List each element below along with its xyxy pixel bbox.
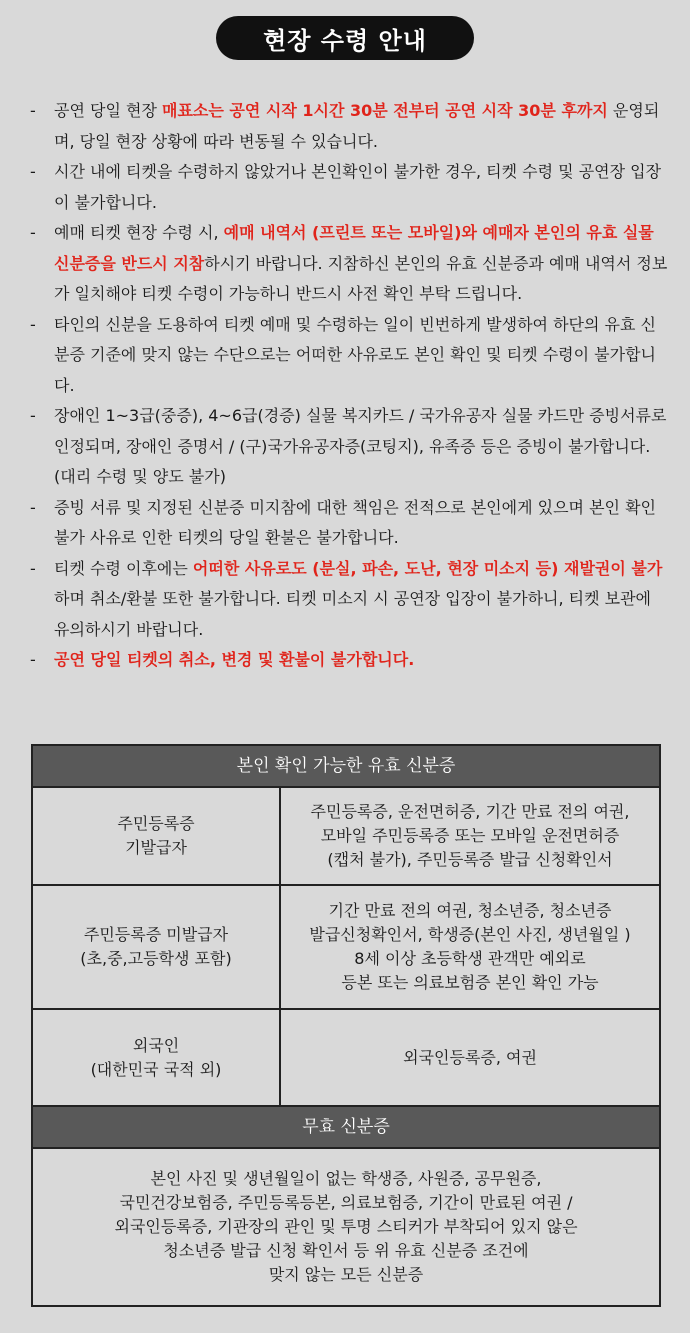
dash-bullet: - — [30, 650, 36, 669]
invalid-id-row — [32, 1148, 660, 1306]
id-table — [31, 744, 661, 1307]
dash-bullet: - — [30, 497, 36, 517]
id-accepted-cell — [280, 1009, 660, 1106]
id-accepted-line: 기간 만료 전의 여권, 청소년증, 청소년증 — [328, 901, 612, 920]
id-accepted-cell — [280, 885, 660, 1009]
notice-item — [30, 401, 670, 493]
notice-item — [30, 157, 670, 218]
notice-text: 타인의 신분을 도용하여 티켓 예매 및 수령하는 일이 빈번하게 발생하여 하단의 유효 신분증 기준에 맞지 않는 수단으로는 어떠한 사유로도 본인 확인 및 티켓 수령이 불가합니다. — [54, 314, 656, 395]
invalid-id-line: 본인 사진 및 생년월일이 없는 학생증, 사원증, 공무원증, — [150, 1169, 542, 1188]
id-category-line: 주민등록증 — [117, 814, 195, 833]
id-category-line: 외국인 — [132, 1035, 180, 1055]
notice-text: 예매 티켓 현장 수령 시, — [54, 223, 224, 242]
id-category-line: (대한민국 국적 외) — [90, 1059, 222, 1079]
notice-item — [30, 96, 670, 157]
notice-text: 하시기 바랍니다. 지참하신 본인의 유효 신분증과 예매 내역서 정보가 일치해야 티켓 수령이 가능하니 반드시 사전 확인 부탁 드립니다. — [54, 253, 668, 303]
invalid-id-line: 외국인등록증, 기관장의 관인 및 투명 스티커가 부착되어 있지 않은 — [114, 1217, 578, 1236]
notice-highlight: 예매 내역서 (프린트 또는 모바일)와 예매자 본인의 유효 실물 신분증을 반드시 지참 — [54, 223, 654, 273]
notice-text: 티켓 수령 이후에는 — [54, 558, 193, 578]
notice-text: 운영되며, 당일 현장 상황에 따라 변동될 수 있습니다. — [54, 101, 660, 151]
invalid-id-cell — [32, 1148, 660, 1306]
notice-item — [30, 554, 670, 646]
valid-id-header: 본인 확인 가능한 유효 신분증 — [32, 745, 660, 787]
dash-bullet: - — [30, 558, 36, 578]
notice-item — [30, 493, 670, 554]
id-accepted-line: 외국인등록증, 여권 — [403, 1047, 537, 1067]
notice-item — [30, 310, 670, 402]
id-accepted-line: 발급신청확인서, 학생증(본인 사진, 생년월일 ) — [309, 925, 631, 944]
invalid-id-header-row — [32, 1106, 660, 1148]
page-title: 현장 수령 안내 — [216, 16, 474, 60]
invalid-id-line: 청소년증 발급 신청 확인서 등 위 유효 신분증 조건에 — [163, 1241, 529, 1260]
notice-text: 시간 내에 티켓을 수령하지 않았거나 본인확인이 불가한 경우, 티켓 수령 및 공연장 입장이 불가합니다. — [54, 162, 662, 212]
id-category-cell — [32, 787, 280, 885]
invalid-id-line: 맞지 않는 모든 신분증 — [268, 1265, 424, 1284]
invalid-id-line: 국민건강보험증, 주민등록등본, 의료보험증, 기간이 만료된 여권 / — [119, 1193, 573, 1212]
id-category-line: (초,중,고등학생 포함) — [80, 949, 232, 968]
id-accepted-line: 모바일 주민등록증 또는 모바일 운전면허증 — [320, 826, 620, 845]
id-accepted-line: 8세 이상 초등학생 관객만 예외로 — [354, 949, 586, 968]
id-accepted-line: 주민등록증, 운전면허증, 기간 만료 전의 여권, — [310, 802, 630, 821]
notice-text: 하며 취소/환불 또한 불가합니다. 티켓 미소지 시 공연장 입장이 불가하니, 티켓 보관에 유의하시기 바랍니다. — [54, 589, 652, 639]
id-category-line: 주민등록증 미발급자 — [83, 925, 229, 944]
id-accepted-line: (캡처 불가), 주민등록증 발급 신청확인서 — [327, 850, 613, 869]
notice-item — [30, 218, 670, 310]
notice-item — [30, 645, 670, 676]
id-row — [32, 885, 660, 1009]
id-row — [32, 787, 660, 885]
notice-text: 공연 당일 현장 — [54, 101, 162, 120]
id-row — [32, 1009, 660, 1106]
dash-bullet: - — [30, 406, 36, 425]
notice-text: 증빙 서류 및 지정된 신분증 미지참에 대한 책임은 전적으로 본인에게 있으며 본인 확인 불가 사유로 인한 티켓의 당일 환불은 불가합니다. — [54, 497, 656, 547]
valid-id-header-row — [32, 745, 660, 787]
id-category-cell — [32, 885, 280, 1009]
notice-list — [30, 96, 670, 676]
dash-bullet: - — [30, 162, 36, 181]
notice-text: 장애인 1~3급(중증), 4~6급(경증) 실물 복지카드 / 국가유공자 실물 카드만 증빙서류로 인정되며, 장애인 증명서 / (구)국가유공자증(코팅지), 유족증 등은 증빙이 불가합니다. (대리 수령 및 양도 불가) — [54, 406, 667, 486]
id-accepted-cell — [280, 787, 660, 885]
notice-highlight: 공연 당일 티켓의 취소, 변경 및 환불이 불가합니다. — [54, 650, 415, 669]
notice-highlight: 매표소는 공연 시작 1시간 30분 전부터 공연 시작 30분 후까지 — [162, 101, 608, 120]
id-category-cell — [32, 1009, 280, 1106]
dash-bullet: - — [30, 314, 36, 334]
invalid-id-header: 무효 신분증 — [32, 1106, 660, 1148]
dash-bullet: - — [30, 223, 36, 242]
notice-highlight: 어떠한 사유로도 (분실, 파손, 도난, 현장 미소지 등) 재발권이 불가 — [192, 558, 663, 578]
id-category-line: 기발급자 — [125, 838, 187, 857]
id-accepted-line: 등본 또는 의료보험증 본인 확인 가능 — [341, 973, 599, 992]
dash-bullet: - — [30, 101, 36, 120]
